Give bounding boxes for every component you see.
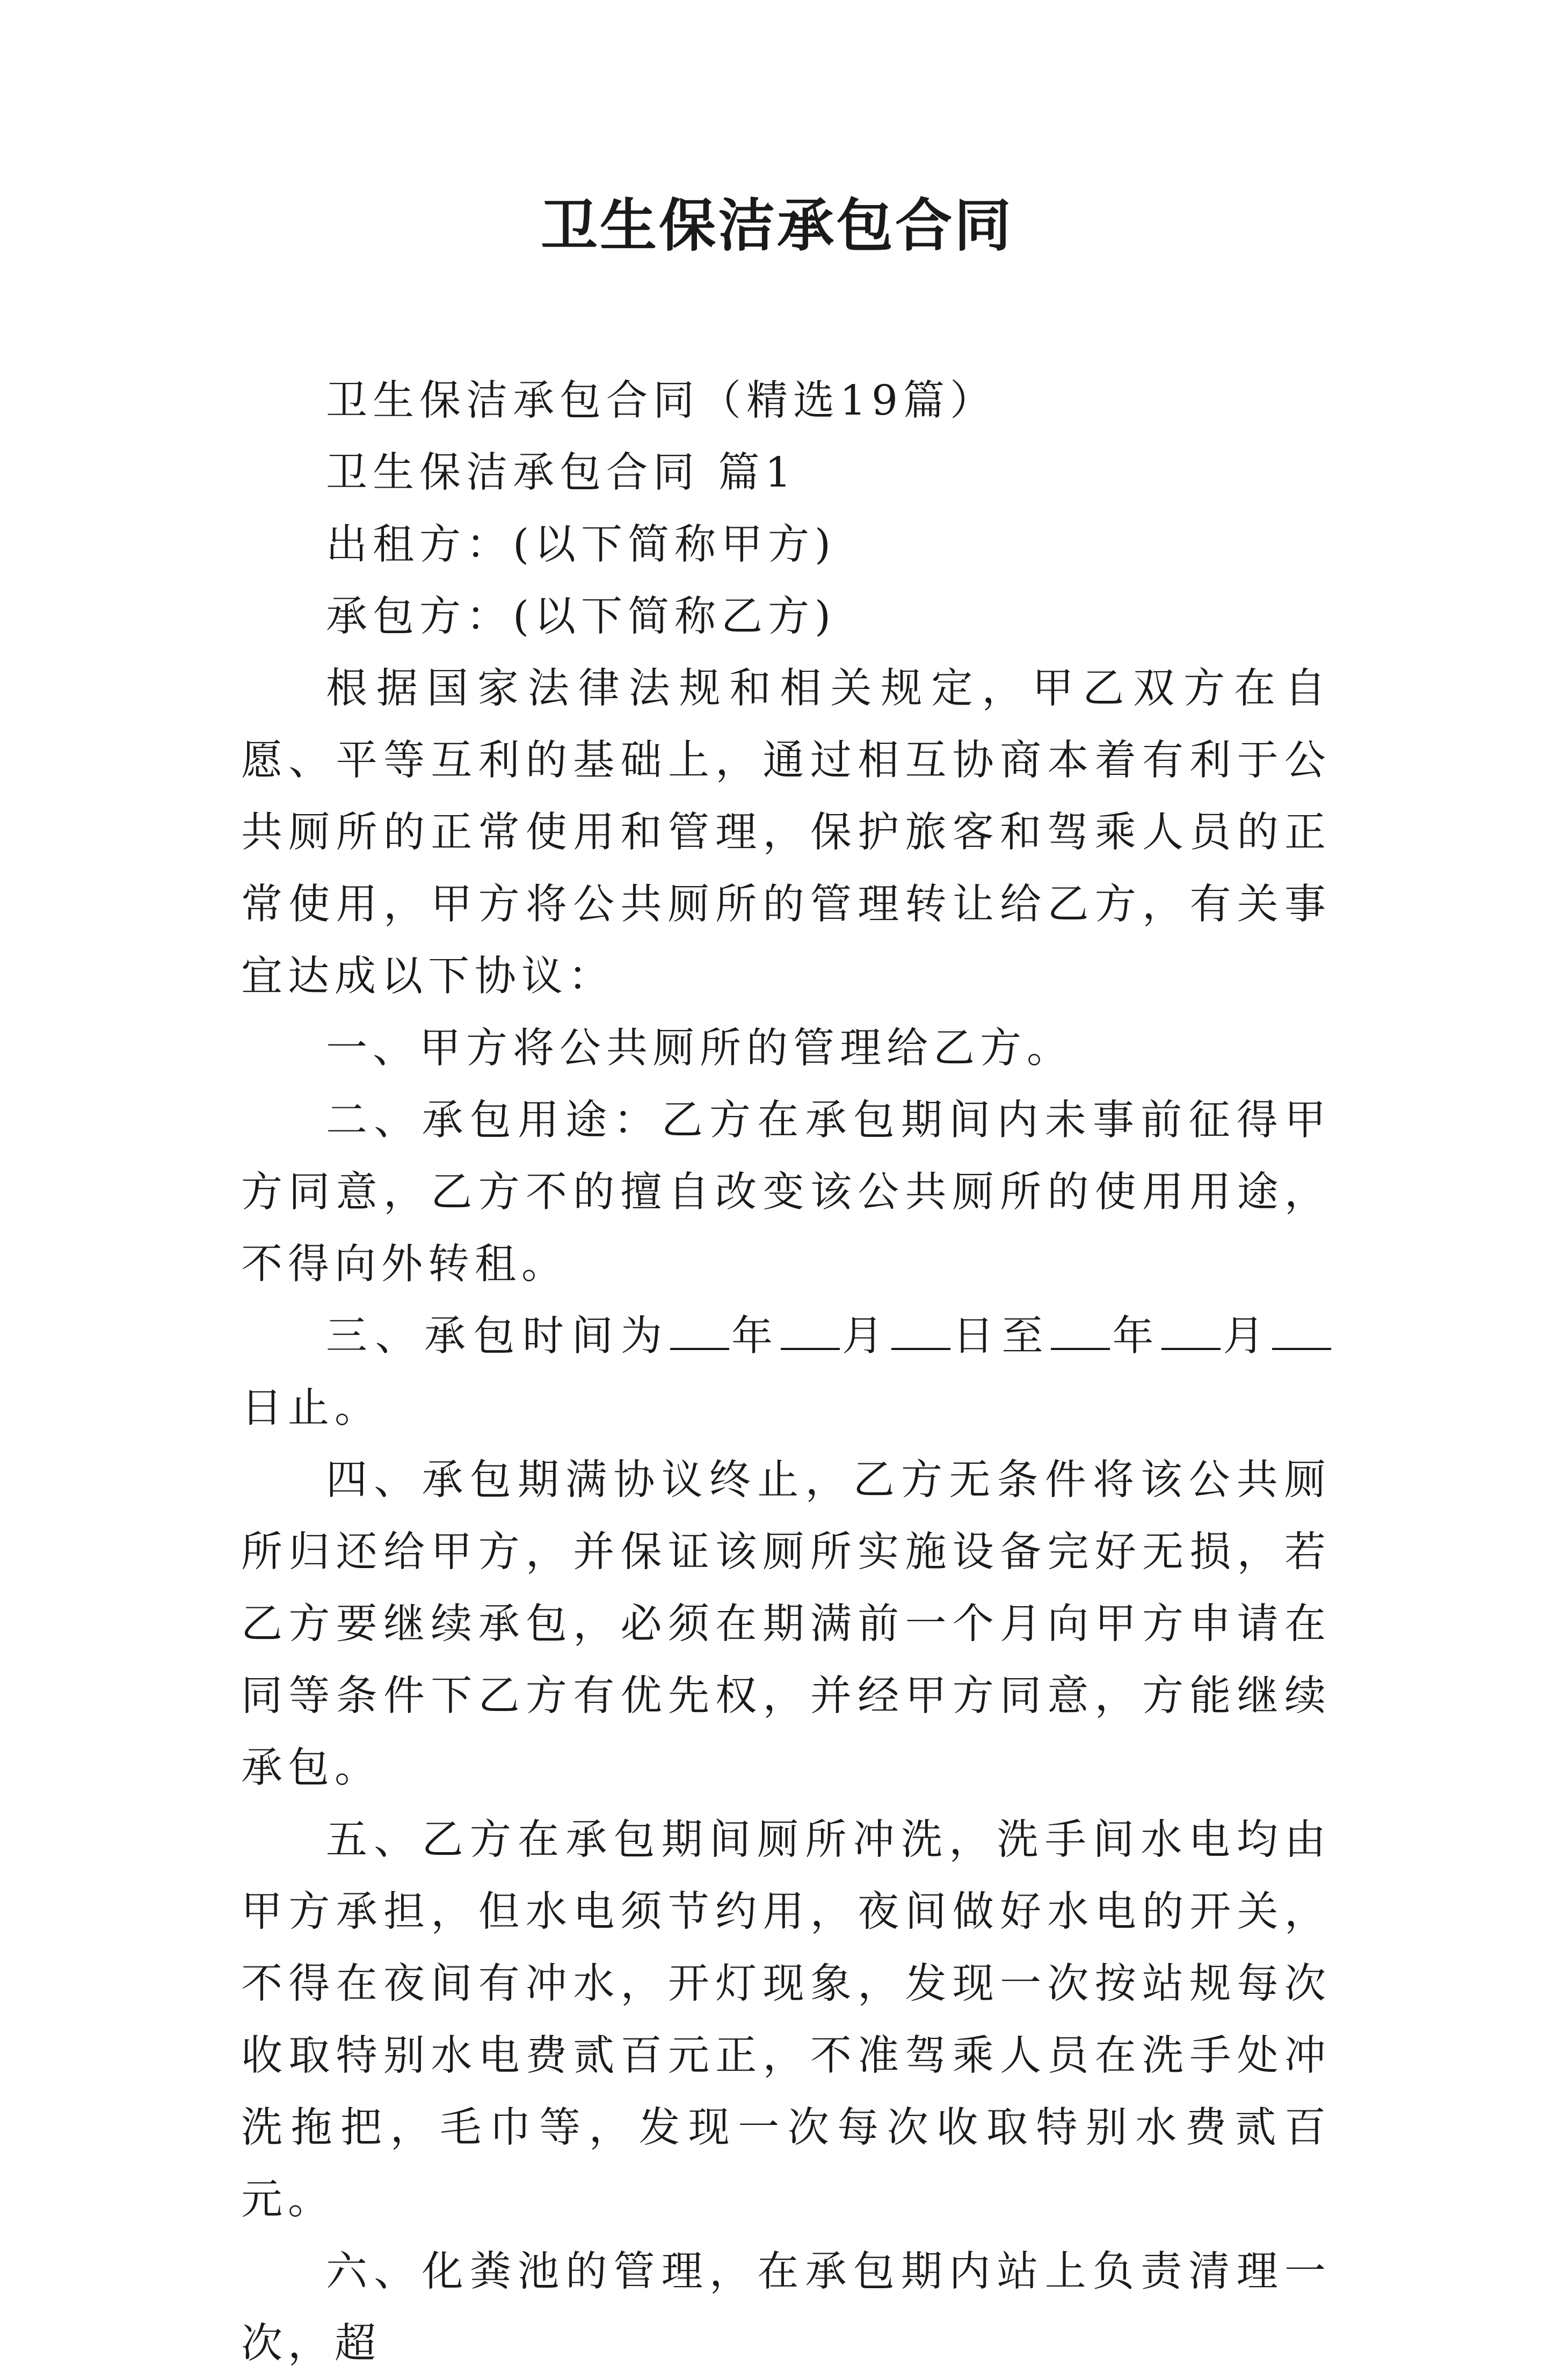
clause-3-prefix: 三、承包时间为 — [326, 1312, 670, 1360]
document-title: 卫生保洁承包合同 — [541, 192, 1013, 259]
document-body — [241, 365, 1331, 2380]
blank-line — [1051, 1314, 1110, 1350]
blank-line — [1161, 1314, 1221, 1350]
clause-3 — [241, 1301, 1331, 1445]
clause-3-month2: 月 — [1221, 1312, 1272, 1360]
clause-2: 二、承包用途：乙方在承包期间内未事前征得甲方同意，乙方不的擅自改变该公共厕所的使用用途，不得向外转租。 — [241, 1097, 1331, 1288]
clause-3-year1: 年 — [729, 1312, 781, 1360]
lessor-line: 出租方：(以下简称甲方) — [326, 521, 837, 569]
blank-line — [670, 1314, 729, 1350]
clause-3-day2: 日止。 — [241, 1384, 381, 1432]
blank-line — [1272, 1314, 1331, 1350]
chapter-heading: 卫生保洁承包合同 篇1 — [326, 449, 797, 497]
clause-6: 六、化粪池的管理，在承包期内站上负责清理一次，超 — [241, 2248, 1331, 2368]
clause-3-year2: 年 — [1110, 1312, 1161, 1360]
subtitle: 卫生保洁承包合同（精选19篇） — [326, 377, 997, 425]
clause-1: 一、甲方将公共厕所的管理给乙方。 — [326, 1025, 1073, 1072]
clause-5: 五、乙方在承包期间厕所冲洗，洗手间水电均由甲方承担，但水电须节约用，夜间做好水电的开关，不得在夜间有冲水，开灯现象，发现一次按站规每次收取特别水电费贰百元正，不准驾乘人员在洗手处冲洗拖把，毛巾等，发现一次每次收取特别水费贰百元。 — [241, 1816, 1331, 2224]
contractor-line: 承包方：(以下简称乙方) — [326, 593, 837, 641]
intro-paragraph: 根据国家法律法规和相关规定，甲乙双方在自愿、平等互利的基础上，通过相互协商本着有利于公共厕所的正常使用和管理，保护旅客和驾乘人员的正常使用，甲方将公共厕所的管理转让给乙方，有关事宜达成以下协议： — [241, 665, 1331, 1000]
blank-line — [781, 1314, 840, 1350]
clause-3-month1: 月 — [839, 1312, 891, 1360]
clause-4: 四、承包期满协议终止，乙方无条件将该公共厕所归还给甲方，并保证该厕所实施设备完好无损，若乙方要继续承包，必须在期满前一个月向甲方申请在同等条件下乙方有优先权，并经甲方同意，方能继续承包。 — [241, 1456, 1331, 1792]
blank-line — [891, 1314, 950, 1350]
clause-3-day1: 日至 — [950, 1312, 1051, 1360]
